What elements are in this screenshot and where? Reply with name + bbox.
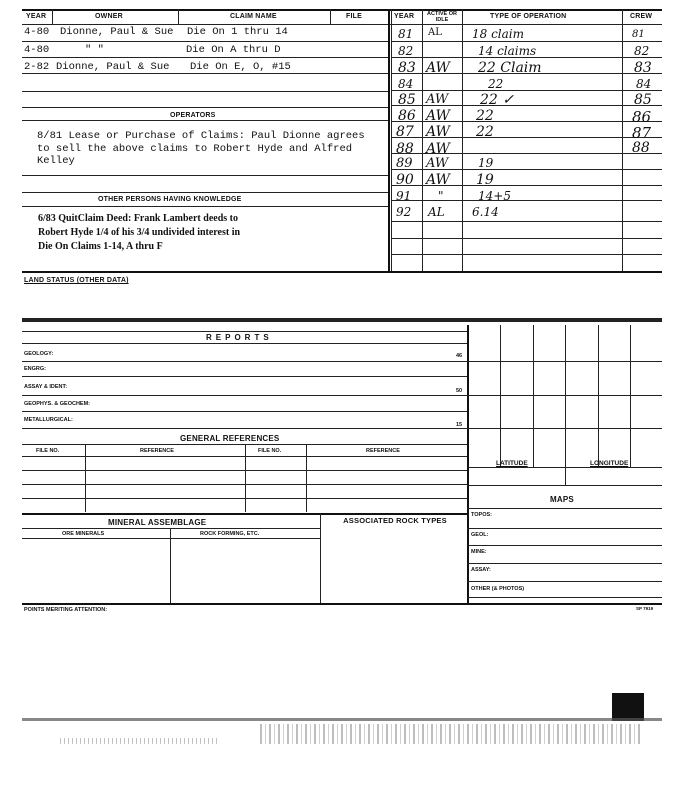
owner-row-owner: Dionne, Paul & Sue [56, 61, 170, 73]
header-year-right: YEAR [394, 13, 415, 20]
activity-operation: 6.14 [472, 205, 499, 219]
activity-status: AW [426, 124, 450, 140]
activity-year: 89 [396, 156, 413, 171]
report-item-label: GEOPHYS. & GEOCHEM: [24, 401, 91, 407]
header-active-or-idle: ACTIVE OR IDLE [427, 11, 457, 23]
ref-col-header: FILE NO. [258, 448, 282, 454]
activity-year: 82 [398, 44, 414, 58]
ref-col-header: FILE NO. [36, 448, 60, 454]
activity-year: 88 [396, 141, 414, 157]
ore-minerals-header: ORE MINERALS [62, 531, 105, 537]
registration-mark [612, 693, 644, 721]
activity-crew: 81 [632, 29, 645, 40]
activity-operation: 14+5 [478, 189, 511, 203]
operators-line: Kelley [37, 155, 75, 167]
header-owner: OWNER [95, 13, 123, 20]
report-item-label: ASSAY & IDENT: [24, 384, 68, 390]
activity-year: 85 [398, 92, 416, 108]
activity-operation: 22 [488, 77, 504, 91]
activity-status: AW [426, 141, 450, 157]
header-type-of-operation: TYPE OF OPERATION [490, 13, 567, 20]
owner-row-owner: Dionne, Paul & Sue [60, 26, 174, 38]
other-persons-line: 6/83 QuitClaim Deed: Frank Lambert deeds to [38, 213, 238, 224]
other-persons-title: OTHER PERSONS HAVING KNOWLEDGE [98, 196, 242, 203]
activity-operation: 22 [476, 124, 494, 140]
activity-operation: 22 [476, 108, 494, 124]
ref-col-header: REFERENCE [140, 448, 174, 454]
activity-operation: 18 claim [472, 27, 525, 41]
report-item-code: 15 [456, 422, 463, 428]
activity-status: " [438, 189, 444, 203]
activity-crew: 86 [632, 108, 652, 126]
operators-line: 8/81 Lease or Purchase of Claims: Paul Dionne agrees [37, 130, 365, 142]
activity-year: 87 [396, 124, 414, 140]
section-divider [22, 318, 662, 322]
activity-operation: 22 ✓ [480, 92, 514, 108]
scan-artifact-line [22, 718, 662, 721]
owner-row-year: 2-82 [24, 61, 50, 73]
activity-year: 84 [398, 77, 414, 91]
operators-title: OPERATORS [170, 112, 216, 119]
rock-forming-header: ROCK FORMING, ETC. [200, 531, 260, 537]
general-references-title: GENERAL REFERENCES [180, 434, 280, 443]
report-item-label: METALLURGICAL: [24, 417, 73, 423]
activity-status: AL [428, 205, 445, 219]
report-item-code: 50 [456, 388, 463, 394]
longitude-label: LONGITUDE [590, 460, 629, 467]
activity-crew: 84 [636, 77, 652, 91]
activity-year: 81 [398, 27, 414, 41]
report-item-label: ENGRG: [24, 366, 46, 372]
activity-year: 92 [396, 205, 412, 219]
mineral-assemblage-title: MINERAL ASSEMBLAGE [108, 518, 207, 527]
land-status-label: LAND STATUS (OTHER DATA) [24, 277, 129, 284]
owner-row-claim: Die On A thru D [186, 44, 281, 56]
header-year: YEAR [26, 13, 47, 20]
latitude-label: LATITUDE [496, 460, 528, 467]
activity-year: 86 [398, 108, 416, 124]
header-file: FILE [346, 13, 362, 20]
owner-row-claim: Die On E, O, #15 [190, 61, 291, 73]
owner-row-year: 4-80 [24, 26, 50, 38]
maps-item: GEOL: [471, 532, 489, 538]
maps-title: MAPS [550, 495, 574, 504]
ref-col-header: REFERENCE [366, 448, 400, 454]
maps-item: OTHER (& PHOTOS) [471, 586, 525, 592]
activity-operation: 14 claims [478, 44, 537, 58]
activity-year: 90 [396, 172, 414, 188]
owner-row-year: 4-80 [24, 44, 50, 56]
reports-title: REPORTS [206, 333, 273, 342]
activity-year: 83 [398, 60, 416, 76]
owner-row-owner: " " [85, 44, 104, 56]
activity-operation: 19 [476, 172, 494, 188]
activity-operation: 22 Claim [478, 60, 542, 76]
activity-crew: 85 [634, 92, 652, 108]
scan-artifact-noise [260, 724, 640, 744]
activity-crew: 88 [632, 140, 650, 156]
activity-status: AW [426, 60, 450, 76]
associated-rock-types: ASSOCIATED ROCK TYPES [343, 516, 447, 525]
operators-line: to sell the above claims to Robert Hyde and Alfred [37, 143, 353, 155]
owner-row-claim: Die On 1 thru 14 [187, 26, 288, 38]
maps-item: ASSAY: [471, 567, 491, 573]
activity-crew: 83 [634, 60, 652, 76]
form-code: SP 7919 [636, 606, 654, 611]
report-item-code: 46 [456, 353, 463, 359]
activity-status: AW [426, 92, 449, 107]
activity-operation: 19 [478, 156, 494, 170]
activity-year: 91 [396, 189, 412, 203]
maps-item: TOPOS: [471, 512, 492, 518]
points-meriting-attention: POINTS MERITING ATTENTION: [24, 607, 108, 613]
header-claim-name: CLAIM NAME [230, 13, 277, 20]
activity-crew: 82 [634, 44, 650, 58]
activity-crew: 87 [632, 124, 652, 142]
activity-status: AW [426, 172, 450, 188]
scan-artifact-noise [60, 738, 220, 744]
report-item-label: GEOLOGY: [24, 351, 54, 357]
other-persons-line: Robert Hyde 1/4 of his 3/4 undivided interest in [38, 227, 241, 238]
activity-status: AW [426, 156, 449, 171]
activity-status: AW [426, 108, 450, 124]
maps-item: MINE: [471, 549, 487, 555]
activity-status: AL [428, 27, 442, 38]
header-crew: CREW [630, 13, 653, 20]
other-persons-line: Die On Claims 1-14, A thru F [38, 241, 163, 252]
